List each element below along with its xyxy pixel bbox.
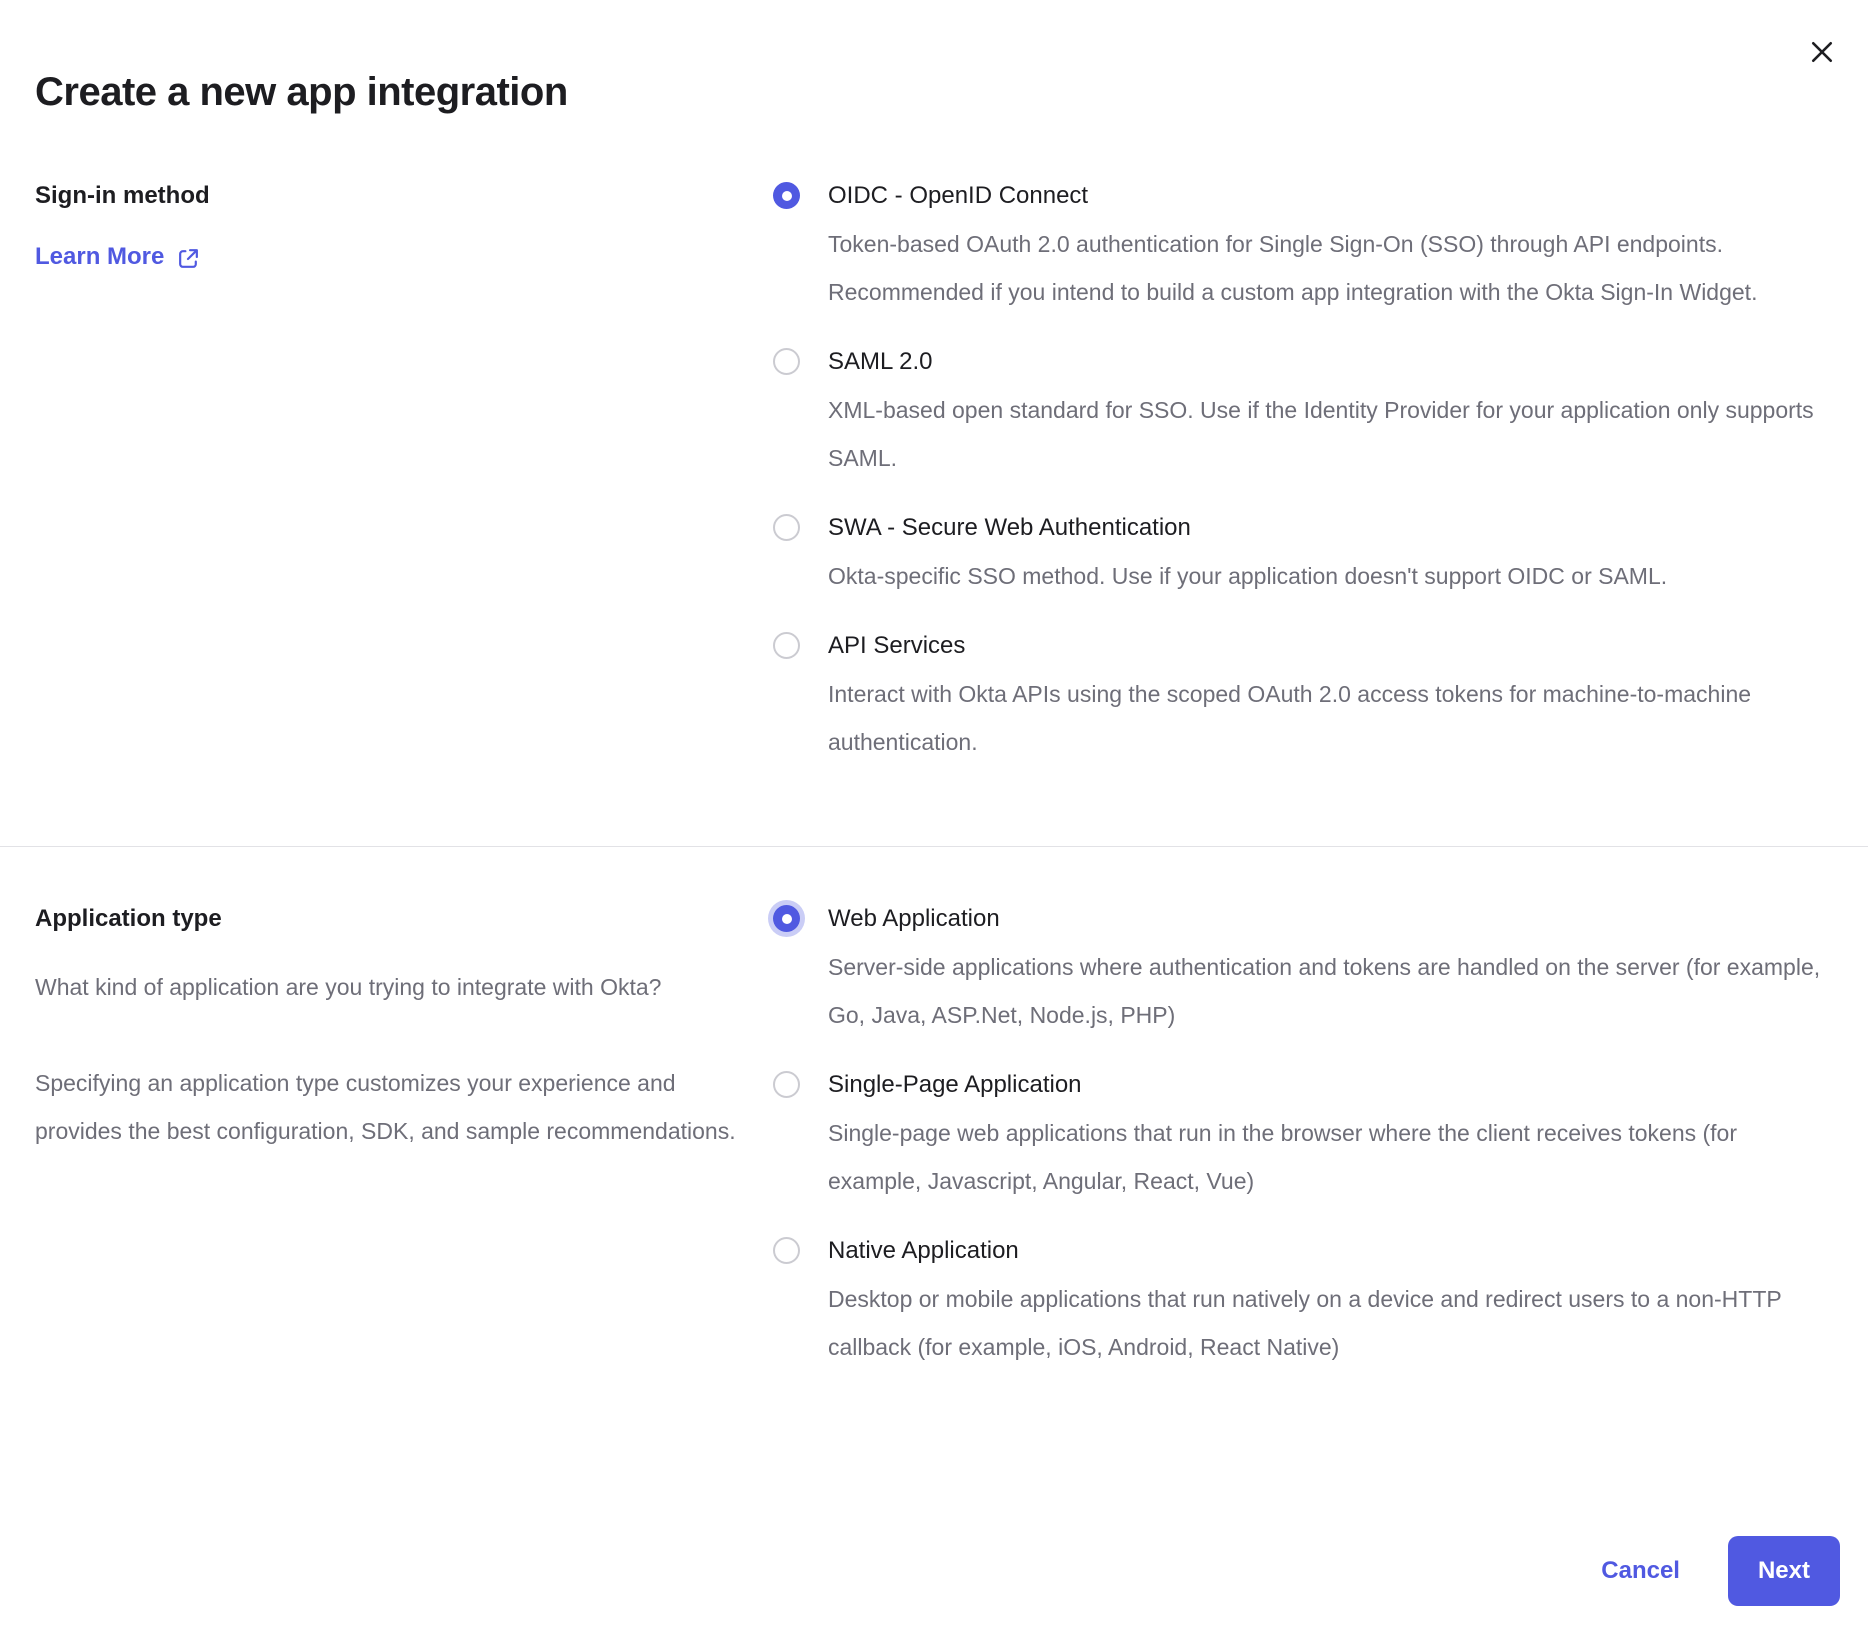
section-sign-in-method [35, 172, 1830, 766]
radio-option-swa-secure-web-authentication[interactable] [773, 504, 1830, 600]
sign-in-method-options [773, 172, 1830, 766]
radio-option-native-application[interactable] [773, 1227, 1830, 1371]
next-button[interactable]: Next [1728, 1536, 1840, 1606]
radio-icon-swa-secure-web-authentication[interactable] [773, 514, 800, 541]
option-description: Okta-specific SSO method. Use if your application doesn't support OIDC or SAML. [828, 563, 1668, 589]
option-description: XML-based open standard for SSO. Use if the Identity Provider for your application only supports SAML. [828, 397, 1814, 471]
option-label: Web Application [828, 905, 1000, 932]
option-body [828, 622, 1830, 766]
radio-icon-web-application[interactable] [773, 905, 800, 932]
option-label: SAML 2.0 [828, 348, 933, 375]
option-label: SWA - Secure Web Authentication [828, 514, 1191, 541]
option-description: Token-based OAuth 2.0 authentication for Single Sign-On (SSO) through API endpoints. Recommended if you intend to build a custom app integration with the Okta Sign-In Widget. [828, 231, 1758, 305]
application-type-label: Application type [35, 905, 222, 932]
option-label: Single-Page Application [828, 1071, 1082, 1098]
option-body [828, 1061, 1830, 1205]
option-description: Single-page web applications that run in the browser where the client receives tokens (for example, Javascript, Angular, React, Vue) [828, 1120, 1737, 1194]
radio-icon-saml-2-0[interactable] [773, 348, 800, 375]
section-application-type [35, 895, 1830, 1371]
application-type-left-column [35, 895, 740, 1155]
option-description: Server-side applications where authentication and tokens are handled on the server (for example, Go, Java, ASP.Net, Node.js, PHP) [828, 954, 1821, 1028]
radio-option-saml-2-0[interactable] [773, 338, 1830, 482]
learn-more-label: Learn More [35, 243, 165, 270]
option-body [828, 504, 1830, 600]
radio-option-single-page-application[interactable] [773, 1061, 1830, 1205]
cancel-button[interactable]: Cancel [1601, 1557, 1680, 1584]
external-link-icon [176, 246, 201, 271]
radio-option-api-services[interactable] [773, 622, 1830, 766]
radio-icon-oidc-openid-connect[interactable] [773, 182, 800, 209]
application-type-options [773, 895, 1830, 1371]
sign-in-method-label: Sign-in method [35, 182, 210, 209]
option-description: Interact with Okta APIs using the scoped OAuth 2.0 access tokens for machine-to-machine authentication. [828, 681, 1752, 755]
radio-icon-single-page-application[interactable] [773, 1071, 800, 1098]
option-body [828, 1227, 1830, 1371]
option-description: Desktop or mobile applications that run natively on a device and redirect users to a non-HTTP callback (for example, iOS, Android, React Native) [828, 1286, 1782, 1360]
option-body [828, 338, 1830, 482]
radio-icon-api-services[interactable] [773, 632, 800, 659]
option-label: Native Application [828, 1237, 1019, 1264]
application-type-description: Specifying an application type customizes your experience and provides the best configuration, SDK, and sample recommendations. [35, 1070, 736, 1144]
radio-icon-native-application[interactable] [773, 1237, 800, 1264]
radio-option-web-application[interactable] [773, 895, 1830, 1039]
close-icon [1807, 37, 1837, 67]
section-divider [0, 846, 1868, 847]
application-type-question: What kind of application are you trying to integrate with Okta? [35, 974, 662, 1000]
dialog-title: Create a new app integration [35, 70, 568, 114]
option-body [828, 895, 1830, 1039]
option-body [828, 172, 1830, 316]
close-button[interactable] [1800, 30, 1844, 74]
dialog-footer [1601, 1536, 1840, 1606]
learn-more-link[interactable] [35, 240, 201, 274]
option-label: API Services [828, 632, 966, 659]
sign-in-method-left-column [35, 172, 740, 274]
radio-option-oidc-openid-connect[interactable] [773, 172, 1830, 316]
option-label: OIDC - OpenID Connect [828, 182, 1089, 209]
